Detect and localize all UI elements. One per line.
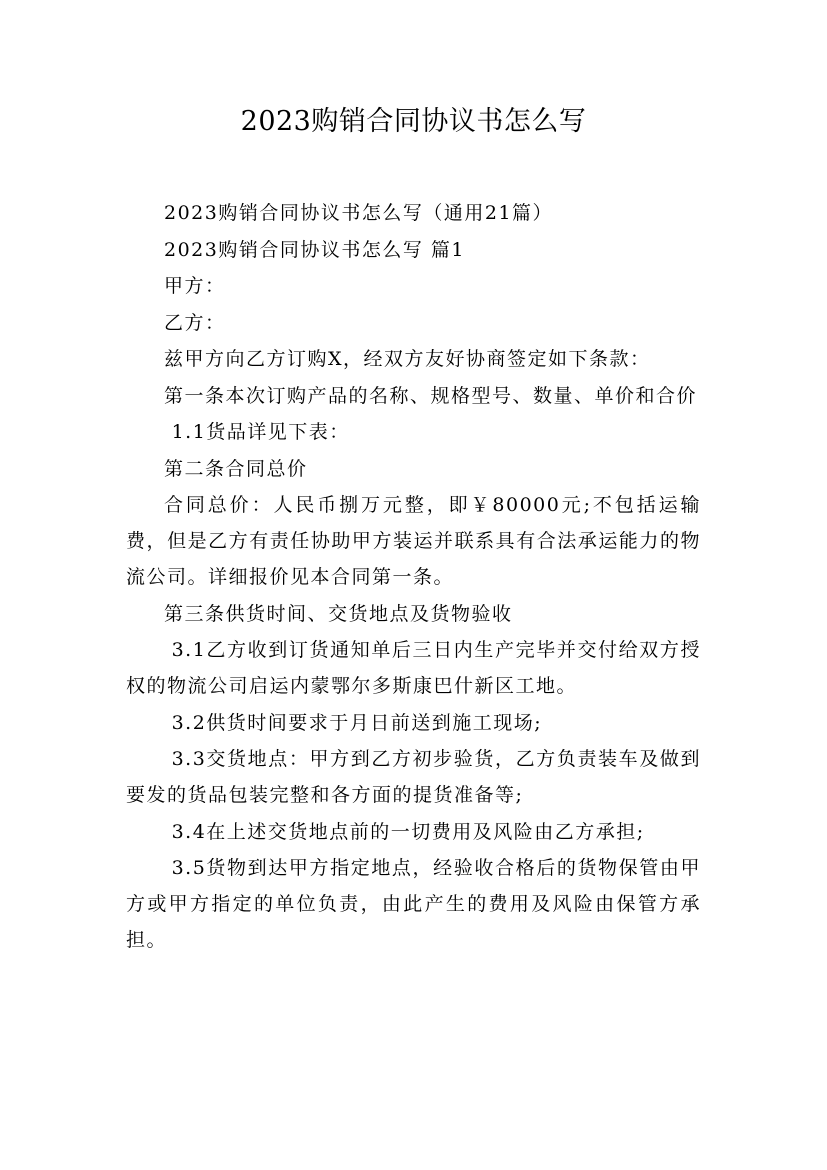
paragraph: 合同总价：人民币捌万元整，即￥80000元;不包括运输费，但是乙方有责任协助甲方装运并联系具有合法承运能力的物流公司。详细报价见本合同第一条。 xyxy=(126,494,701,588)
document-title: 2023购销合同协议书怎么写 xyxy=(240,106,587,137)
paragraph: 第二条合同总价 xyxy=(164,457,308,480)
paragraph: 1.1货品详见下表： xyxy=(171,421,350,443)
paragraph: 3.5货物到达甲方指定地点，经验收合格后的货物保管由甲方或甲方指定的单位负责，由此产生的费用及风险由保管方承担。 xyxy=(126,857,701,951)
paragraph: 3.2供货时间要求于月日前送到施工现场; xyxy=(171,711,543,734)
paragraph: 3.4在上述交货地点前的一切费用及风险由乙方承担; xyxy=(171,820,645,843)
paragraph: 乙方： xyxy=(164,311,226,334)
paragraph: 第三条供货时间、交货地点及货物验收 xyxy=(164,602,513,625)
paragraph: 2023购销合同协议书怎么写（通用21篇） xyxy=(164,202,554,224)
paragraph: 兹甲方向乙方订购X，经双方友好协商签定如下条款： xyxy=(164,348,651,370)
paragraph: 3.1乙方收到订货通知单后三日内生产完毕并交付给双方授权的物流公司启运内蒙鄂尔多斯康巴什新区工地。 xyxy=(126,639,701,697)
paragraph: 2023购销合同协议书怎么写 篇1 xyxy=(164,238,465,261)
document-body xyxy=(126,195,701,959)
paragraph: 3.3交货地点：甲方到乙方初步验货，乙方负责装车及做到要发的货品包装完整和各方面的提货准备等; xyxy=(126,748,701,806)
paragraph: 甲方： xyxy=(164,275,226,297)
paragraph: 第一条本次订购产品的名称、规格型号、数量、单价和合价 xyxy=(164,384,698,407)
